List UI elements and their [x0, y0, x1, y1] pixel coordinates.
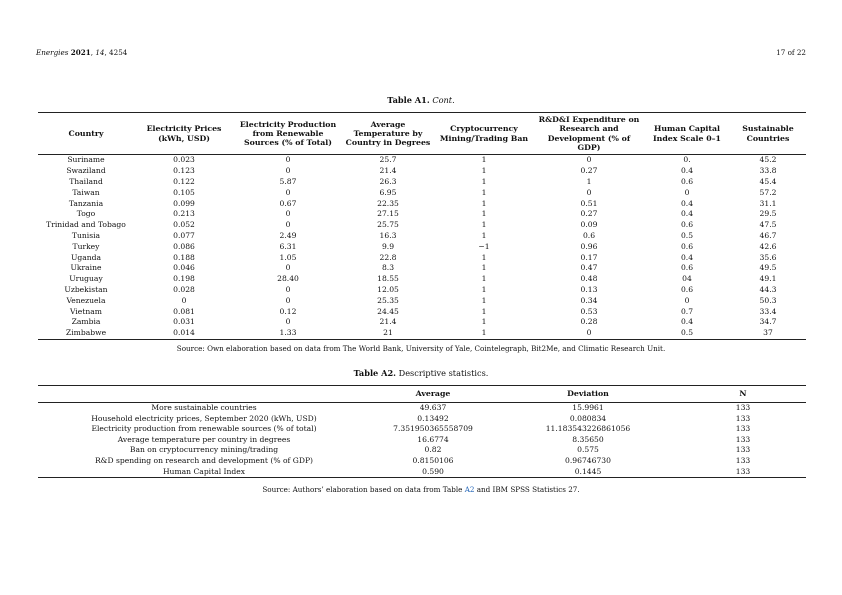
- table-cell: 1: [481, 306, 487, 316]
- table-cell: 5.87: [279, 176, 297, 186]
- table-row: [38, 274, 806, 285]
- table-cell: 133: [735, 455, 751, 465]
- table-cell: 24.45: [377, 306, 399, 316]
- table-row: [38, 220, 806, 231]
- table-cell: 45.4: [759, 176, 777, 186]
- table-cell: 0.188: [173, 252, 195, 262]
- table-cell: 47.5: [759, 220, 777, 230]
- table-cell: 49.5: [759, 263, 777, 273]
- table-cell: 0.4: [680, 209, 694, 219]
- table-cell: 21: [383, 328, 393, 338]
- column-header: Sustainable Countries: [742, 124, 794, 143]
- table-cell: Uruguay: [69, 274, 103, 284]
- table-cell: 1: [481, 317, 487, 327]
- table-a2-source: [0, 485, 842, 494]
- table-cell: 1: [481, 166, 487, 176]
- table-a2-caption-text: Descriptive statistics.: [398, 368, 489, 378]
- table-cell: 22.35: [377, 198, 399, 208]
- table-cell: 0: [586, 187, 592, 197]
- table-cell: Swaziland: [66, 166, 106, 176]
- table-cell: 0.099: [173, 198, 195, 208]
- table-a1-caption: [0, 95, 842, 105]
- table-cell: 0.122: [173, 176, 195, 186]
- table-cell: 21.4: [379, 166, 397, 176]
- table-cell: 1: [481, 274, 487, 284]
- table-cell: 26.3: [379, 176, 397, 186]
- table-cell: 25.7: [379, 155, 397, 165]
- table-cell: Human Capital Index: [162, 466, 246, 476]
- table-cell: 29.5: [759, 209, 777, 219]
- table-cell: 133: [735, 434, 751, 444]
- table-cell: 1: [481, 252, 487, 262]
- table-cell: 35.6: [759, 252, 777, 262]
- table-cell: 0.123: [173, 166, 195, 176]
- table-cell: Trinidad and Tobago: [46, 220, 126, 230]
- table-cell: Ban on cryptocurrency mining/trading: [129, 445, 279, 455]
- table-cell: 0.09: [580, 220, 598, 230]
- table-cell: 0.028: [173, 284, 195, 294]
- table-cell: Zimbabwe: [65, 328, 107, 338]
- table-cell: 0.014: [173, 328, 195, 338]
- table-cell: 6.31: [279, 241, 297, 251]
- table-cell: 18.55: [377, 274, 399, 284]
- table-cell: 12.05: [377, 284, 399, 294]
- table-row: [38, 296, 806, 307]
- table-cell: 0.046: [173, 263, 195, 273]
- table-cell: Taiwan: [72, 187, 100, 197]
- table-cell: 9.9: [381, 241, 395, 251]
- table-cell: 0: [285, 155, 291, 165]
- table-cell: 0.1445: [574, 466, 602, 476]
- table-cell: 0: [586, 328, 592, 338]
- journal-volume: 14: [95, 48, 105, 57]
- table-row: [38, 209, 806, 220]
- table-cell: 0: [684, 187, 690, 197]
- table-cell: Uzbekistan: [64, 284, 108, 294]
- column-header: [38, 386, 370, 403]
- table-cell: 1: [481, 284, 487, 294]
- table-cell: 133: [735, 424, 751, 434]
- table-cell: 0.: [683, 155, 691, 165]
- table-cell: 15.9961: [572, 403, 604, 412]
- table-row: [38, 253, 806, 264]
- table-a1-header-row: [38, 113, 806, 155]
- table-cell: 16.6774: [417, 434, 449, 444]
- page-header: [36, 48, 806, 62]
- table-cell: 0.6: [680, 176, 694, 186]
- table-cell: 0.4: [680, 166, 694, 176]
- table-cell: Thailand: [69, 176, 103, 186]
- table-a1-body: [38, 155, 806, 340]
- page-number: 17 of 22: [776, 48, 806, 57]
- table-cell: −1: [478, 241, 490, 251]
- table-cell: More sustainable countries: [151, 403, 257, 412]
- table-cell: 34.7: [759, 317, 777, 327]
- table-row: [38, 307, 806, 318]
- table-cell: 0.031: [173, 317, 195, 327]
- table-row: [38, 242, 806, 253]
- table-cell: 0: [684, 295, 690, 305]
- table-row: [38, 456, 806, 467]
- table-cell: 0.47: [580, 263, 598, 273]
- table-cell: 0.080834: [569, 413, 607, 423]
- table-cell: 0.5: [680, 230, 694, 240]
- table-cell: 1: [481, 220, 487, 230]
- table-row: [38, 285, 806, 296]
- table-cell: 0: [586, 155, 592, 165]
- table-cell: 0.96: [580, 241, 598, 251]
- table-cell: 1.33: [279, 328, 297, 338]
- table-cell: 0.12: [279, 306, 297, 316]
- table-row: [38, 263, 806, 274]
- table-row: [38, 403, 806, 414]
- table-cell: 0.4: [680, 317, 694, 327]
- table-cell: 0.198: [173, 274, 195, 284]
- table-cell: 8.35650: [572, 434, 604, 444]
- column-header: Deviation: [567, 389, 609, 399]
- table-a2-header-row: [38, 386, 806, 403]
- table-row: [38, 467, 806, 478]
- table-cell: 0: [285, 263, 291, 273]
- table-row: [38, 328, 806, 339]
- table-cell: 0.6: [680, 241, 694, 251]
- table-cell: 0: [285, 317, 291, 327]
- column-header: Average: [415, 389, 451, 399]
- column-header: Electricity Production from Renewable Sources (% of Total): [239, 119, 337, 148]
- table-cell: 25.35: [377, 295, 399, 305]
- table-cell: 133: [735, 445, 751, 455]
- table-cell: 57.2: [759, 187, 777, 197]
- table-cell: Ukraine: [70, 263, 102, 273]
- table-cell: 0.6: [680, 263, 694, 273]
- table-cell: 11.183543226861056: [545, 424, 631, 434]
- table-cell: Uganda: [70, 252, 102, 262]
- table-a2-body: [38, 403, 806, 478]
- table-cell: 0: [285, 295, 291, 305]
- column-header: Electricity Prices (kWh, USD): [146, 124, 222, 143]
- table-cell: 1.05: [279, 252, 297, 262]
- table-cell: Zambia: [71, 317, 101, 327]
- table-cell: 0.077: [173, 230, 195, 240]
- table-cell: 0.53: [580, 306, 598, 316]
- table-cell: 0.023: [173, 155, 195, 165]
- table-cell: Electricity production from renewable sources (% of total): [91, 424, 317, 434]
- table-cell: Tanzania: [68, 198, 104, 208]
- table-cell: 0: [285, 166, 291, 176]
- table-cell: 0.27: [580, 166, 598, 176]
- table-cell: 0: [285, 220, 291, 230]
- table-cell: 0.82: [424, 445, 442, 455]
- table-cell: 0.17: [580, 252, 598, 262]
- table-cell: 0.51: [580, 198, 598, 208]
- table-cell: 49.1: [759, 274, 777, 284]
- table-cell: 0.67: [279, 198, 297, 208]
- table-a2-link[interactable]: A2: [464, 485, 475, 494]
- table-row: [38, 445, 806, 456]
- table-cell: 6.95: [379, 187, 397, 197]
- table-row: [38, 177, 806, 188]
- table-cell: 0.052: [173, 220, 195, 230]
- table-cell: Suriname: [67, 155, 105, 165]
- column-header: Cryptocurrency Mining/Trading Ban: [439, 124, 529, 143]
- table-a1-caption-text: Cont.: [432, 95, 455, 105]
- table-cell: 0.6: [680, 284, 694, 294]
- table-a1-source: Source: Own elaboration based on data from The World Bank, University of Yale, Cointelegraph, Bit2Me, and Climatic Research Unit.: [176, 344, 666, 353]
- article-number: 4254: [109, 48, 128, 57]
- table-cell: 0: [285, 187, 291, 197]
- table-cell: 2.49: [279, 230, 297, 240]
- table-cell: 0.48: [580, 274, 598, 284]
- table-cell: 0: [285, 209, 291, 219]
- table-cell: 49.637: [419, 403, 447, 412]
- table-a2: [38, 385, 806, 478]
- table-row: [38, 414, 806, 425]
- table-row: [38, 188, 806, 199]
- column-header: R&D&I Expenditure on Research and Development (% of GDP): [538, 115, 640, 153]
- table-cell: 1: [586, 176, 592, 186]
- table-row: [38, 231, 806, 242]
- table-cell: 0.27: [580, 209, 598, 219]
- table-a1: [38, 112, 806, 340]
- table-cell: 133: [735, 466, 751, 476]
- table-cell: 0.13: [580, 284, 598, 294]
- table-cell: 0.081: [173, 306, 195, 316]
- table-cell: Vietnam: [70, 306, 102, 316]
- table-cell: 28.40: [277, 274, 299, 284]
- table-cell: 16.3: [379, 230, 397, 240]
- table-cell: 1: [481, 295, 487, 305]
- table-cell: 1: [481, 198, 487, 208]
- table-cell: R&D spending on research and development (% of GDP): [94, 455, 314, 465]
- table-cell: 8.3: [381, 263, 395, 273]
- table-cell: 0.6: [680, 220, 694, 230]
- table-cell: 0.7: [680, 306, 694, 316]
- table-cell: 0.96746730: [565, 455, 611, 465]
- table-cell: 04: [682, 274, 692, 284]
- table-cell: Household electricity prices, September 2020 (kWh, USD): [91, 413, 317, 423]
- table-cell: 33.4: [759, 306, 777, 316]
- table-row: [38, 435, 806, 446]
- table-cell: 0.590: [422, 466, 444, 476]
- table-row: [38, 199, 806, 210]
- table-cell: 0.5: [680, 328, 694, 338]
- column-header: N: [739, 389, 747, 399]
- table-cell: 46.7: [759, 230, 777, 240]
- table-cell: 0.086: [173, 241, 195, 251]
- table-row: [38, 424, 806, 435]
- table-cell: 25.75: [377, 220, 399, 230]
- table-cell: 0.13492: [417, 413, 449, 423]
- table-cell: Average temperature per country in degrees: [117, 434, 291, 444]
- table-a1-label: Table A1.: [387, 95, 430, 105]
- table-a2-source-suffix: and IBM SPSS Statistics 27.: [476, 485, 580, 494]
- table-cell: 0.105: [173, 187, 195, 197]
- table-cell: 7.351950365558709: [393, 424, 473, 434]
- table-cell: 0.213: [173, 209, 195, 219]
- table-row: [38, 166, 806, 177]
- table-cell: 1: [481, 176, 487, 186]
- table-cell: 1: [481, 155, 487, 165]
- journal-citation: Energies 2021, 14, 4254: [36, 48, 128, 57]
- table-cell: 37: [763, 328, 773, 338]
- table-cell: 0.4: [680, 252, 694, 262]
- journal-name: Energies: [36, 48, 69, 57]
- table-cell: 0: [285, 284, 291, 294]
- column-header: Average Temperature by Country in Degrees: [345, 119, 431, 148]
- table-cell: 0.4: [680, 198, 694, 208]
- table-cell: 27.15: [377, 209, 399, 219]
- table-cell: 31.1: [759, 198, 777, 208]
- table-cell: 42.6: [759, 241, 777, 251]
- column-header: Human Capital Index Scale 0–1: [653, 124, 721, 143]
- table-a2-label: Table A2.: [353, 368, 397, 378]
- table-cell: 0.575: [577, 445, 599, 455]
- table-cell: 133: [735, 403, 751, 412]
- table-cell: 1: [481, 328, 487, 338]
- table-cell: 0.28: [580, 317, 598, 327]
- table-cell: 33.8: [759, 166, 777, 176]
- table-cell: Turkey: [72, 241, 100, 251]
- table-cell: 0.34: [580, 295, 598, 305]
- table-cell: 21.4: [379, 317, 397, 327]
- table-cell: 1: [481, 209, 487, 219]
- table-cell: 45.2: [759, 155, 777, 165]
- table-cell: 0.8150106: [412, 455, 454, 465]
- table-cell: 22.8: [379, 252, 397, 262]
- table-cell: 0: [181, 295, 187, 305]
- journal-year: 2021: [70, 48, 91, 57]
- table-a2-caption: [0, 368, 842, 378]
- table-cell: 50.3: [759, 295, 777, 305]
- table-cell: 133: [735, 413, 751, 423]
- table-a2-source-prefix: Source: Authors’ elaboration based on data from Table: [262, 485, 463, 494]
- table-cell: Togo: [76, 209, 96, 219]
- table-cell: Venezuela: [66, 295, 106, 305]
- table-cell: 1: [481, 230, 487, 240]
- table-cell: Tunisia: [71, 230, 101, 240]
- table-row: [38, 317, 806, 328]
- table-cell: 1: [481, 187, 487, 197]
- table-cell: 0.6: [582, 230, 596, 240]
- table-cell: 1: [481, 263, 487, 273]
- table-cell: 44.3: [759, 284, 777, 294]
- table-row: [38, 155, 806, 166]
- column-header: Country: [68, 129, 104, 139]
